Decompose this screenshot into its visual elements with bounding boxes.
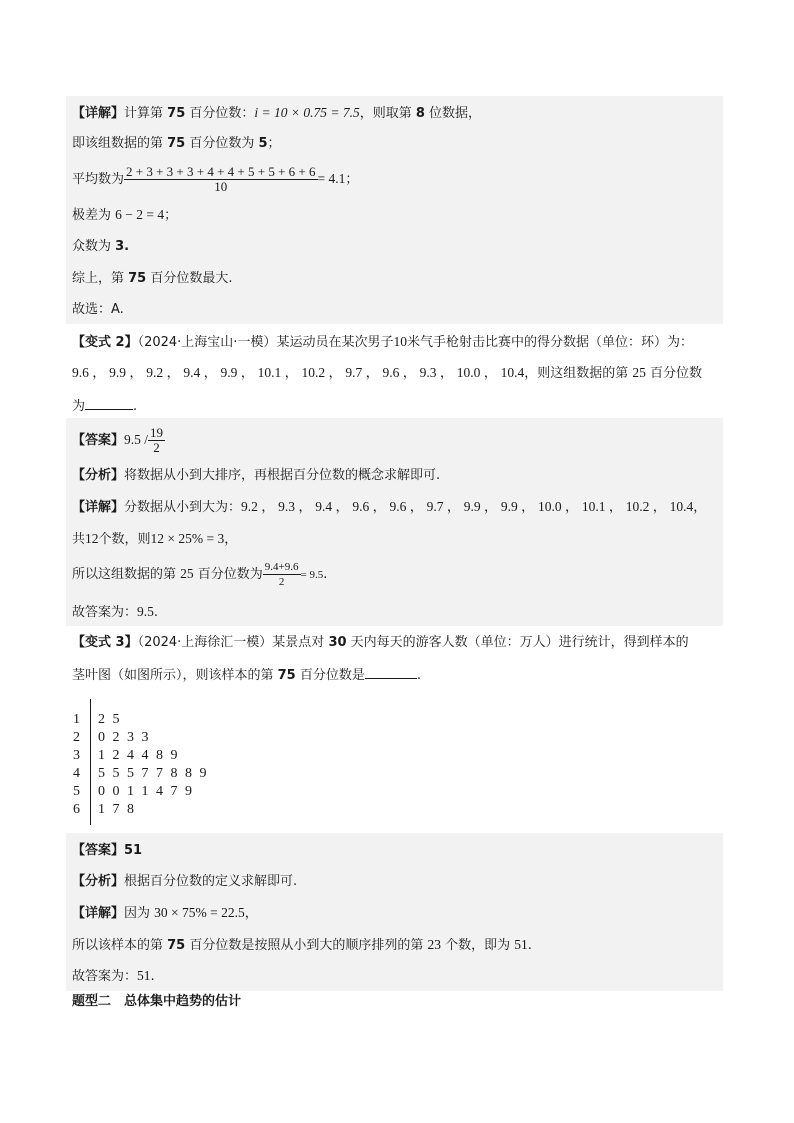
mean-fraction: $\frac{2 + 3 + 3 + 3 + 4 + 4 + 5 + 5 + 6 + 6}{10}$ <box>126 164 316 194</box>
section-title: 题型二 总体集中趋势的估计 <box>72 994 242 1009</box>
answer-fraction: $\frac{19}{2}$ <box>150 425 164 455</box>
detail-line-7: 故选：A. <box>72 302 124 317</box>
stem-1: 1 <box>73 712 80 727</box>
leaves-4: 5 5 5 7 7 8 8 9 <box>98 766 209 781</box>
detail-line-3: 平均数为 $\frac{2 + 3 + 3 + 3 + 4 + 4 + 5 + 5 + 6 + 6}{10}$ = 4.1； <box>72 164 359 194</box>
leaves-2: 0 2 3 3 <box>98 730 151 745</box>
variant2-question-line-3: 为 . <box>72 396 137 416</box>
variant2-analysis: 【分析】将数据从小到大排序，再根据百分位数的概念求解即可. <box>72 468 441 483</box>
variant2-final: 故答案为：9.5. <box>72 604 159 620</box>
variant2-question-line-1: 【变式 2】（2024·上海宝山·一模）某运动员在某次男子10米气手枪射击比赛中的得分数据（单位：环）为： <box>72 334 693 350</box>
variant2-detail-line-1: 【详解】分数据从小到大为：9.2 ， 9.3 ， 9.4 ， 9.6 ， 9.6 ， 9.7 ， 9.9 ， 9.9 ， 10.0 ， 10.1 ， 10.2 ， 10.4， <box>72 499 707 515</box>
variant2-answer: 【答案】9.5 / $\frac{19}{2}$ <box>72 425 164 455</box>
variant3-detail-line-2: 所以该样本的第 75 百分位数是按照从小到大的顺序排列的第 23 个数，即为 51. <box>72 937 532 953</box>
answer-blank <box>85 396 133 410</box>
stem-divider <box>90 699 91 825</box>
variant3-tag: 【变式 3】 <box>72 635 138 650</box>
answer-blank <box>365 665 417 679</box>
variant2-tag: 【变式 2】 <box>72 335 138 350</box>
detail-line-1: 【详解】计算第 75 百分位数：i = 10 × 0.75 = 7.5，则取第 8 位数据， <box>72 105 482 121</box>
percentile-fraction: $\frac{9.4+9.6}{2}$ <box>264 561 299 588</box>
variant3-final: 故答案为：51. <box>72 968 155 984</box>
leaves-3: 1 2 4 4 8 9 <box>98 748 180 763</box>
detail-line-2: 即该组数据的第 75 百分位数为 5； <box>72 136 281 151</box>
stem-5: 5 <box>73 784 80 799</box>
stem-2: 2 <box>73 730 80 745</box>
detail-line-4: 极差为 6 − 2 = 4； <box>72 207 178 223</box>
variant3-question-line-2: 茎叶图（如图所示），则该样本的第 75 百分位数是 . <box>72 665 421 685</box>
variant2-detail-line-3: 所以这组数据的第 25 百分位数为 $\frac{9.4+9.6}{2}$ = 9.5. <box>72 561 328 588</box>
stem-6: 6 <box>73 802 80 817</box>
leaves-1: 2 5 <box>98 712 122 727</box>
detail-tag: 【详解】 <box>72 106 125 121</box>
variant3-detail-line-1: 【详解】因为 30 × 75% = 22.5， <box>72 905 258 921</box>
leaves-6: 1 7 8 <box>98 802 136 817</box>
variant3-analysis: 【分析】根据百分位数的定义求解即可. <box>72 874 298 889</box>
leaves-5: 0 0 1 1 4 7 9 <box>98 784 194 799</box>
detail-line-6: 综上，第 75 百分位数最大. <box>72 271 233 286</box>
variant2-detail-line-2: 共12个数，则12 × 25% = 3， <box>72 531 238 547</box>
stem-4: 4 <box>73 766 80 781</box>
variant3-question-line-1: 【变式 3】（2024·上海徐汇一模）某景点对 30 天内每天的游客人数（单位：万人）进行统计，得到样本的 <box>72 635 689 650</box>
stem-3: 3 <box>73 748 80 763</box>
variant3-answer: 【答案】51 <box>72 843 143 858</box>
formula: i = 10 × 0.75 = 7.5 <box>254 105 360 120</box>
variant2-question-line-2: 9.6 ， 9.9 ， 9.2 ， 9.4 ， 9.9 ， 10.1 ， 10.2 ， 9.7 ， 9.6 ， 9.3 ， 10.0 ， 10.4，则这组数据的第 25 百分位数 <box>72 365 703 381</box>
detail-line-5: 众数为 3. <box>72 239 130 254</box>
